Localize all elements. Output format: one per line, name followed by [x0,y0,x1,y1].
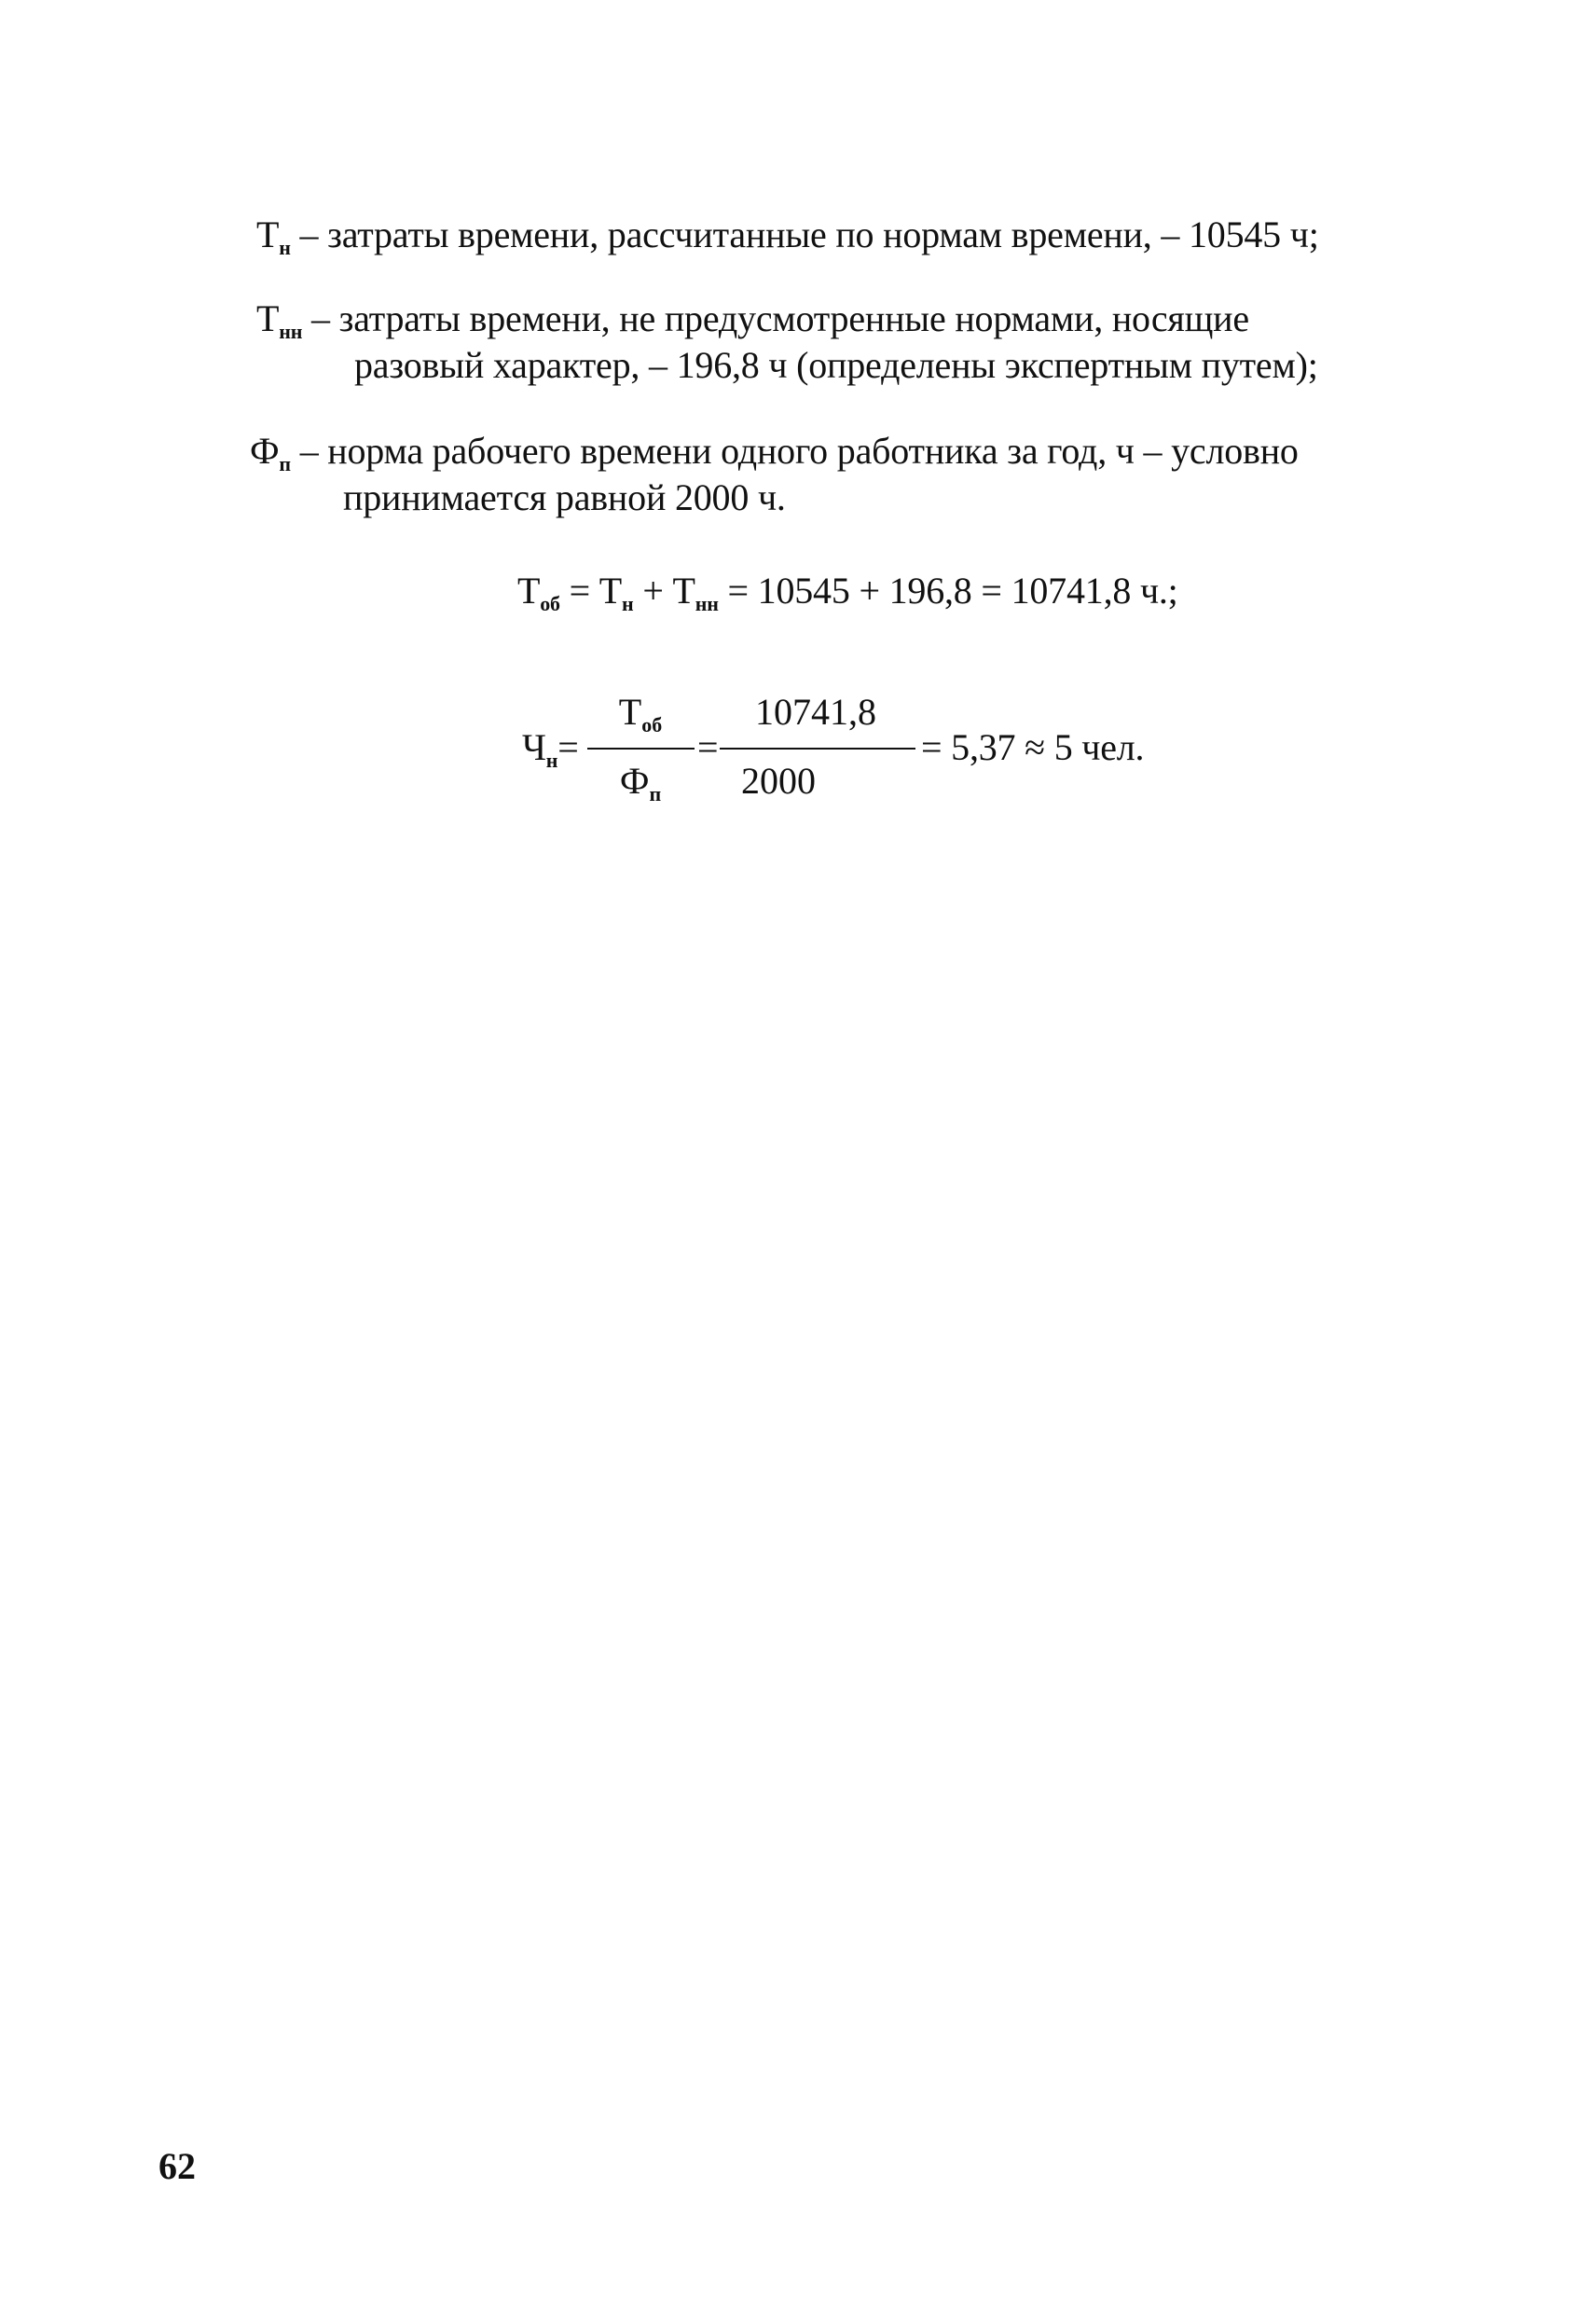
fraction1-den-symbol: Ф [619,760,650,802]
formula2-lhs-subscript: н [545,749,558,772]
formula2-result: = 5,37 ≈ 5 чел. [921,726,1145,768]
fraction1-numerator [589,690,692,740]
formula-plus-t: + Т [633,570,695,612]
formula2-eq2: = [697,726,719,768]
subscript: п [279,452,291,475]
formula-tnn-subscript: нн [695,592,719,615]
definition-text: – затраты времени, не предусмотренные нормами, носящие [302,297,1249,339]
definition-text: – норма рабочего времени одного работника за год, ч – условно [290,430,1299,472]
formula-total-time [517,569,1178,619]
fraction1-bar [587,748,695,750]
fraction2-bar [720,748,915,750]
fraction1-num-symbol: Т [618,691,642,733]
formula-eq-t: = Т [559,570,623,612]
definition-t-nn-continuation: разовый характер, – 196,8 ч (определены экспертным путем); [354,344,1318,386]
formula-lhs-subscript: об [540,592,560,615]
formula2-lhs [522,725,579,776]
symbol: Ф [250,430,280,472]
fraction2-denominator: 2000 [741,760,816,802]
definition-text: – затраты времени, рассчитанные по нормам времени, – 10545 ч; [290,213,1319,255]
formula-lhs-symbol: Т [517,570,541,612]
formula2-lhs-symbol: Ч [522,726,546,768]
fraction1-denominator [589,759,692,809]
formula-t-subscript: н [622,592,634,615]
fraction1-num-subscript: об [641,713,663,736]
subscript: нн [279,320,303,343]
symbol: Т [256,297,280,339]
formula2-eq1: = [557,726,579,768]
subscript: н [279,236,291,259]
page-number: 62 [158,2145,196,2187]
definition-f-p-continuation: принимается равной 2000 ч. [343,476,786,518]
definition-t-nn [256,296,1249,347]
formula-rest: = 10545 + 196,8 = 10741,8 ч.; [718,570,1178,612]
fraction1-den-subscript: п [649,782,662,805]
symbol: Т [256,213,280,255]
definition-t-n [256,213,1319,263]
fraction2-numerator: 10741,8 [755,691,876,733]
definition-f-p [250,429,1299,479]
